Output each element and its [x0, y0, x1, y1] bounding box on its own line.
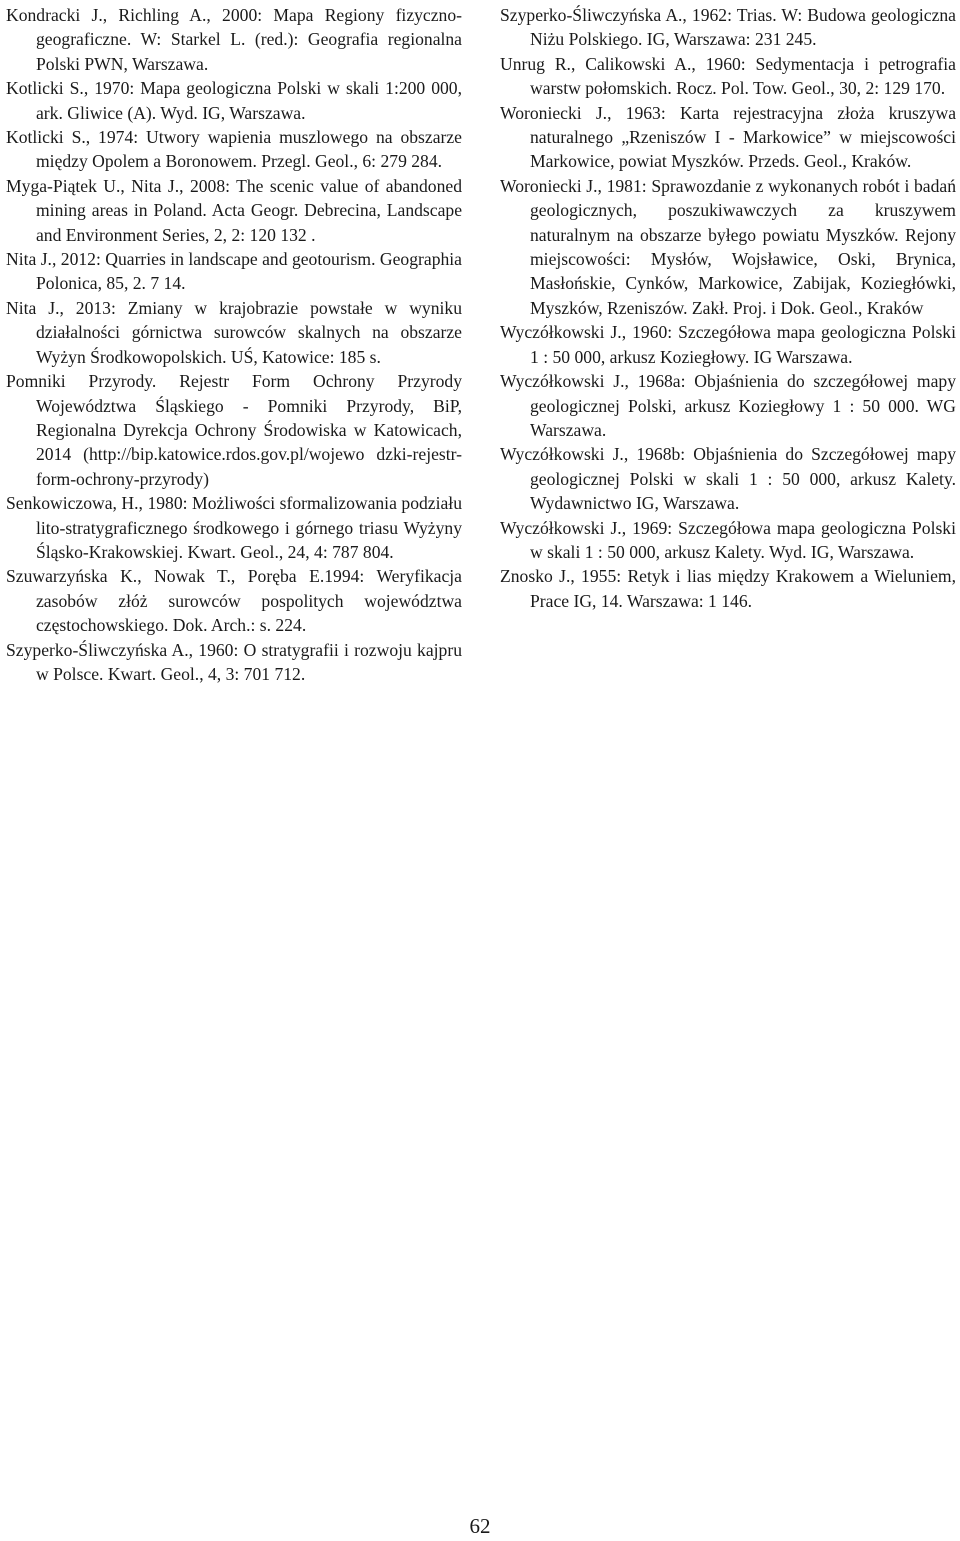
reference-entry: Pomniki Przyrody. Rejestr Form Ochrony Przyrody Województwa Śląskiego - Pomniki Przyrody, BiP, Regionalna Dyrekcja Ochrony Środowiska w Katowicach, 2014 (http://bip.katowice.rdos.gov.pl/wojewo dzki-rejestr-form-ochrony-przyrody) — [6, 371, 462, 489]
reference-entry: Wyczółkowski J., 1968b: Objaśnienia do Szczegółowej mapy geologicznej Polski w skali 1 : 50 000, arkusz Kalety. Wydawnictwo IG, Warszawa. — [500, 444, 956, 514]
reference-entry: Wyczółkowski J., 1968a: Objaśnienia do szczegółowej mapy geologicznej Polski, arkusz Koziegłowy 1 : 50 000. WG Warszawa. — [500, 371, 956, 440]
reference-entry: Unrug R., Calikowski A., 1960: Sedymentacja i petrografia warstw połomskich. Rocz. Pol. Tow. Geol., 30, 2: 129 170. — [500, 53, 956, 99]
reference-entry: Kotlicki S., 1974: Utwory wapienia muszlowego na obszarze między Opolem a Boronowem. Przegl. Geol., 6: 279 284. — [6, 127, 462, 172]
reference-entry: Znosko J., 1955: Retyk i lias między Krakowem a Wieluniem, Prace IG, 14. Warszawa: 1 146. — [500, 566, 956, 611]
reference-entry: Kotlicki S., 1970: Mapa geologiczna Polski w skali 1:200 000, ark. Gliwice (A). Wyd. IG, Warszawa. — [6, 78, 462, 123]
reference-entry: Szyperko-Śliwczyńska A., 1960: O stratygrafii i rozwoju kajpru w Polsce. Kwart. Geol., 4, 3: 701 712. — [6, 639, 462, 684]
reference-entry: Senkowiczowa, H., 1980: Możliwości sformalizowania podziału lito-stratygraficznego środkowego i górnego triasu Wyżyny Śląsko-Krakowskiej. Kwart. Geol., 24, 4: 787 804. — [6, 493, 462, 562]
reference-entry: Kondracki J., Richling A., 2000: Mapa Regiony fizyczno-geograficzne. W: Starkel L. (red.): Geografia regionalna Polski PWN, Warszawa. — [6, 5, 462, 74]
page-number: 62 — [469, 1514, 491, 1538]
reference-entry: Myga-Piątek U., Nita J., 2008: The scenic value of abandoned mining areas in Poland. Acta Geogr. Debrecina, Landscape and Environment Series, 2, 2: 120 132 . — [6, 175, 462, 245]
references-right-column — [500, 3, 956, 613]
reference-entry: Nita J., 2012: Quarries in landscape and geotourism. Geographia Polonica, 85, 2. 7 14. — [6, 249, 462, 294]
reference-entry: Nita J., 2013: Zmiany w krajobrazie powstałe w wyniku działalności górnictwa surowców skalnych na obszarze Wyżyn Środkowopolskich. UŚ, Katowice: 185 s. — [6, 297, 462, 367]
reference-entry: Wyczółkowski J., 1969: Szczegółowa mapa geologiczna Polski w skali 1 : 50 000, arkusz Kalety. Wyd. IG, Warszawa. — [500, 517, 956, 562]
reference-entry: Szyperko-Śliwczyńska A., 1962: Trias. W: Budowa geologiczna Niżu Polskiego. IG, Warszawa: 231 245. — [500, 5, 956, 50]
reference-entry: Wyczółkowski J., 1960: Szczegółowa mapa geologiczna Polski 1 : 50 000, arkusz Koziegłowy. IG Warszawa. — [500, 322, 956, 367]
reference-entry: Woroniecki J., 1963: Karta rejestracyjna złoża kruszywa naturalnego „Rzeniszów I - Markowice” w miejscowości Markowice, powiat Myszków. Przeds. Geol., Kraków. — [500, 102, 956, 172]
reference-entry: Woroniecki J., 1981: Sprawozdanie z wykonanych robót i badań geologicznych, poszukiwawczych za kruszywem naturalnym na obszarze byłego powiatu Myszków. Rejony miejscowości: Mysłów, Wojsławice, Oski, Brynica, Masłońskie, Cynków, Markowice, Zabijak, Koziegłówki, Myszków, Rzeniszów. Zakł. Proj. i Dok. Geol., Kraków — [500, 175, 956, 318]
references-left-column — [6, 3, 462, 686]
reference-entry: Szuwarzyńska K., Nowak T., Poręba E.1994: Weryfikacja zasobów złóż surowców pospolitych województwa częstochowskiego. Dok. Arch.: s. 224. — [6, 566, 462, 636]
